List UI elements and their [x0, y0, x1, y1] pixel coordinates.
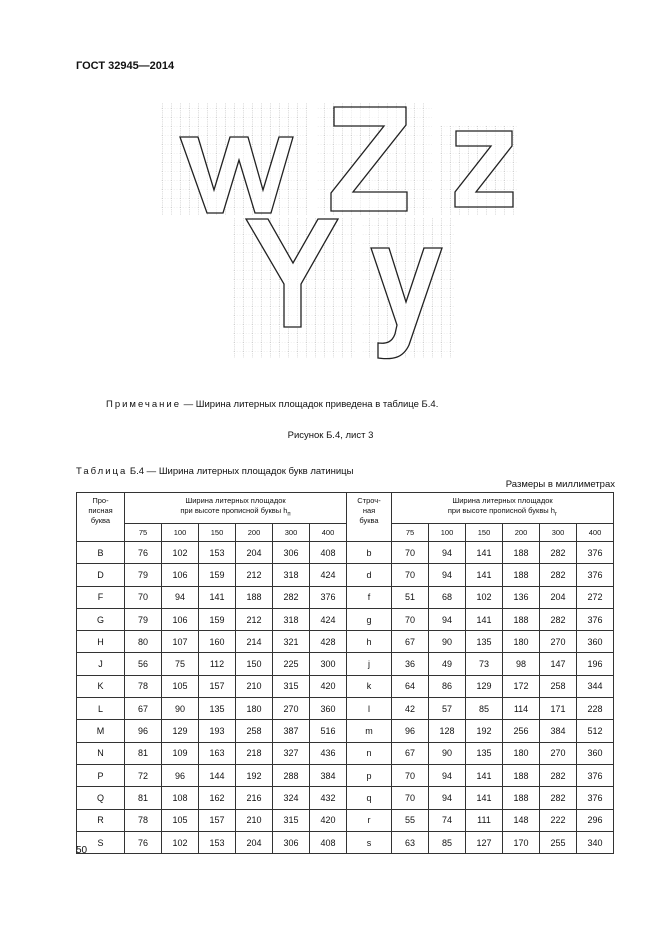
value-cell: 129: [162, 720, 199, 742]
header-height: 100: [429, 524, 466, 542]
value-cell: 376: [577, 542, 614, 564]
value-cell: 428: [310, 631, 347, 653]
value-cell: 70: [392, 787, 429, 809]
value-cell: 56: [125, 653, 162, 675]
value-cell: 420: [310, 809, 347, 831]
value-cell: 218: [236, 742, 273, 764]
value-cell: 135: [466, 742, 503, 764]
value-cell: 163: [199, 742, 236, 764]
value-cell: 67: [392, 631, 429, 653]
value-cell: 85: [466, 698, 503, 720]
letter-cell: b: [347, 542, 392, 564]
header-height: 200: [503, 524, 540, 542]
value-cell: 108: [162, 787, 199, 809]
value-cell: 172: [503, 675, 540, 697]
letter-cell: G: [77, 608, 125, 630]
letter-grid-figure: [0, 0, 661, 400]
value-cell: 228: [577, 698, 614, 720]
value-cell: 188: [236, 586, 273, 608]
value-cell: 272: [577, 586, 614, 608]
header-height: 200: [236, 524, 273, 542]
value-cell: 157: [199, 675, 236, 697]
value-cell: 135: [199, 698, 236, 720]
value-cell: 42: [392, 698, 429, 720]
value-cell: 282: [540, 764, 577, 786]
value-cell: 147: [540, 653, 577, 675]
value-cell: 141: [466, 564, 503, 586]
value-cell: 141: [466, 787, 503, 809]
value-cell: 180: [503, 742, 540, 764]
value-cell: 360: [310, 698, 347, 720]
value-cell: 105: [162, 675, 199, 697]
letter-cell: p: [347, 764, 392, 786]
header-height: 150: [466, 524, 503, 542]
value-cell: 70: [392, 608, 429, 630]
value-cell: 327: [273, 742, 310, 764]
letter-cell: n: [347, 742, 392, 764]
value-cell: 258: [540, 675, 577, 697]
value-cell: 70: [392, 542, 429, 564]
value-cell: 408: [310, 542, 347, 564]
table-title-text: Б.4 — Ширина литерных площадок букв латиницы: [127, 466, 354, 477]
value-cell: 90: [429, 742, 466, 764]
value-cell: 94: [162, 586, 199, 608]
value-cell: 81: [125, 742, 162, 764]
value-cell: 96: [392, 720, 429, 742]
value-cell: 188: [503, 564, 540, 586]
value-cell: 196: [577, 653, 614, 675]
table-row: [77, 586, 614, 608]
value-cell: 94: [429, 787, 466, 809]
header-height: 400: [577, 524, 614, 542]
value-cell: 85: [429, 831, 466, 853]
letter-cell: L: [77, 698, 125, 720]
value-cell: 424: [310, 608, 347, 630]
value-cell: 376: [577, 787, 614, 809]
value-cell: 102: [162, 542, 199, 564]
value-cell: 214: [236, 631, 273, 653]
value-cell: 36: [392, 653, 429, 675]
value-cell: 212: [236, 564, 273, 586]
table-row: [77, 564, 614, 586]
value-cell: 153: [199, 831, 236, 853]
letter-cell: d: [347, 564, 392, 586]
table-row: [77, 608, 614, 630]
value-cell: 79: [125, 608, 162, 630]
letter-cell: R: [77, 809, 125, 831]
value-cell: 216: [236, 787, 273, 809]
value-cell: 171: [540, 698, 577, 720]
value-cell: 80: [125, 631, 162, 653]
table-row: [77, 764, 614, 786]
letter-cell: Q: [77, 787, 125, 809]
letter-cell: N: [77, 742, 125, 764]
table-row: [77, 631, 614, 653]
value-cell: 75: [162, 653, 199, 675]
header-height: 300: [273, 524, 310, 542]
value-cell: 282: [540, 542, 577, 564]
value-cell: 376: [577, 608, 614, 630]
value-cell: 127: [466, 831, 503, 853]
value-cell: 74: [429, 809, 466, 831]
value-cell: 159: [199, 608, 236, 630]
value-cell: 204: [540, 586, 577, 608]
value-cell: 318: [273, 608, 310, 630]
letter-cell: m: [347, 720, 392, 742]
table-units: Размеры в миллиметрах: [505, 479, 615, 490]
table-row: [77, 831, 614, 853]
table-title: [76, 466, 353, 477]
letter-cell: B: [77, 542, 125, 564]
value-cell: 94: [429, 764, 466, 786]
header-height: 100: [162, 524, 199, 542]
value-cell: 225: [273, 653, 310, 675]
value-cell: 204: [236, 831, 273, 853]
value-cell: 73: [466, 653, 503, 675]
value-cell: 70: [125, 586, 162, 608]
header-height: 75: [125, 524, 162, 542]
value-cell: 141: [466, 542, 503, 564]
value-cell: 188: [503, 542, 540, 564]
value-cell: 79: [125, 564, 162, 586]
value-cell: 49: [429, 653, 466, 675]
table-row: [77, 742, 614, 764]
value-cell: 222: [540, 809, 577, 831]
value-cell: 112: [199, 653, 236, 675]
letter-cell: S: [77, 831, 125, 853]
value-cell: 384: [310, 764, 347, 786]
value-cell: 210: [236, 675, 273, 697]
document-code: ГОСТ 32945—2014: [76, 60, 175, 72]
value-cell: 78: [125, 809, 162, 831]
value-cell: 192: [466, 720, 503, 742]
value-cell: 180: [236, 698, 273, 720]
letter-cell: k: [347, 675, 392, 697]
value-cell: 170: [503, 831, 540, 853]
value-cell: 157: [199, 809, 236, 831]
value-cell: 159: [199, 564, 236, 586]
value-cell: 90: [162, 698, 199, 720]
value-cell: 296: [577, 809, 614, 831]
value-cell: 114: [503, 698, 540, 720]
table-row: [77, 653, 614, 675]
value-cell: 376: [577, 764, 614, 786]
value-cell: 188: [503, 608, 540, 630]
header-width-lower: Ширина литерных площадок при высоте прописной буквы $h_г$: [392, 493, 614, 524]
value-cell: 387: [273, 720, 310, 742]
letter-cell: F: [77, 586, 125, 608]
header-lower-letter: Строч- ная буква: [347, 493, 392, 542]
value-cell: 270: [540, 742, 577, 764]
value-cell: 111: [466, 809, 503, 831]
value-cell: 107: [162, 631, 199, 653]
value-cell: 141: [199, 586, 236, 608]
value-cell: 516: [310, 720, 347, 742]
value-cell: 141: [466, 764, 503, 786]
value-cell: 64: [392, 675, 429, 697]
value-cell: 68: [429, 586, 466, 608]
table-row: [77, 809, 614, 831]
value-cell: 255: [540, 831, 577, 853]
value-cell: 51: [392, 586, 429, 608]
value-cell: 210: [236, 809, 273, 831]
value-cell: 102: [466, 586, 503, 608]
value-cell: 300: [310, 653, 347, 675]
value-cell: 188: [503, 764, 540, 786]
value-cell: 96: [162, 764, 199, 786]
value-cell: 270: [273, 698, 310, 720]
value-cell: 315: [273, 675, 310, 697]
page-number: 50: [76, 845, 88, 856]
value-cell: 376: [577, 564, 614, 586]
value-cell: 188: [503, 787, 540, 809]
table-row: [77, 698, 614, 720]
table-row: [77, 542, 614, 564]
table-body: [77, 542, 614, 854]
value-cell: 141: [466, 608, 503, 630]
value-cell: 96: [125, 720, 162, 742]
letter-width-table: [76, 492, 614, 854]
value-cell: 193: [199, 720, 236, 742]
value-cell: 424: [310, 564, 347, 586]
figure-caption: Рисунок Б.4, лист 3: [287, 430, 374, 441]
value-cell: 150: [236, 653, 273, 675]
header-heights-row: [77, 524, 614, 542]
letter-cell: j: [347, 653, 392, 675]
note-label: Примечание: [106, 399, 181, 410]
value-cell: 408: [310, 831, 347, 853]
letter-cell: h: [347, 631, 392, 653]
value-cell: 512: [577, 720, 614, 742]
value-cell: 70: [392, 764, 429, 786]
value-cell: 204: [236, 542, 273, 564]
value-cell: 67: [392, 742, 429, 764]
value-cell: 282: [540, 787, 577, 809]
table-row: [77, 787, 614, 809]
value-cell: 344: [577, 675, 614, 697]
value-cell: 70: [392, 564, 429, 586]
value-cell: 318: [273, 564, 310, 586]
value-cell: 324: [273, 787, 310, 809]
value-cell: 436: [310, 742, 347, 764]
header-height: 300: [540, 524, 577, 542]
value-cell: 180: [503, 631, 540, 653]
value-cell: 306: [273, 542, 310, 564]
table-row: [77, 675, 614, 697]
letter-cell: H: [77, 631, 125, 653]
value-cell: 55: [392, 809, 429, 831]
value-cell: 63: [392, 831, 429, 853]
letter-cell: f: [347, 586, 392, 608]
value-cell: 90: [429, 631, 466, 653]
value-cell: 270: [540, 631, 577, 653]
value-cell: 360: [577, 742, 614, 764]
value-cell: 86: [429, 675, 466, 697]
value-cell: 81: [125, 787, 162, 809]
header-width-upper: Ширина литерных площадок при высоте прописной буквы $h_п$: [125, 493, 347, 524]
value-cell: 288: [273, 764, 310, 786]
value-cell: 282: [540, 608, 577, 630]
value-cell: 420: [310, 675, 347, 697]
value-cell: 76: [125, 542, 162, 564]
value-cell: 148: [503, 809, 540, 831]
table-row: [77, 720, 614, 742]
value-cell: 136: [503, 586, 540, 608]
value-cell: 76: [125, 831, 162, 853]
letter-cell: l: [347, 698, 392, 720]
value-cell: 153: [199, 542, 236, 564]
header-height: 400: [310, 524, 347, 542]
value-cell: 282: [540, 564, 577, 586]
letter-cell: s: [347, 831, 392, 853]
header-height: 150: [199, 524, 236, 542]
value-cell: 376: [310, 586, 347, 608]
value-cell: 106: [162, 564, 199, 586]
letter-cell: J: [77, 653, 125, 675]
letter-cell: q: [347, 787, 392, 809]
value-cell: 94: [429, 542, 466, 564]
value-cell: 321: [273, 631, 310, 653]
value-cell: 102: [162, 831, 199, 853]
value-cell: 72: [125, 764, 162, 786]
value-cell: 212: [236, 608, 273, 630]
value-cell: 160: [199, 631, 236, 653]
value-cell: 98: [503, 653, 540, 675]
value-cell: 67: [125, 698, 162, 720]
value-cell: 129: [466, 675, 503, 697]
letter-cell: D: [77, 564, 125, 586]
value-cell: 192: [236, 764, 273, 786]
value-cell: 106: [162, 608, 199, 630]
value-cell: 315: [273, 809, 310, 831]
value-cell: 162: [199, 787, 236, 809]
value-cell: 128: [429, 720, 466, 742]
value-cell: 340: [577, 831, 614, 853]
value-cell: 144: [199, 764, 236, 786]
header-upper-letter: Про- писная буква: [77, 493, 125, 542]
figure-note: [106, 399, 438, 410]
value-cell: 135: [466, 631, 503, 653]
value-cell: 109: [162, 742, 199, 764]
value-cell: 384: [540, 720, 577, 742]
value-cell: 282: [273, 586, 310, 608]
value-cell: 78: [125, 675, 162, 697]
value-cell: 432: [310, 787, 347, 809]
letter-cell: g: [347, 608, 392, 630]
letter-cell: r: [347, 809, 392, 831]
letter-cell: M: [77, 720, 125, 742]
value-cell: 360: [577, 631, 614, 653]
letter-cell: K: [77, 675, 125, 697]
value-cell: 256: [503, 720, 540, 742]
value-cell: 94: [429, 564, 466, 586]
table-label: Таблица: [76, 466, 128, 477]
value-cell: 105: [162, 809, 199, 831]
header-height: 75: [392, 524, 429, 542]
value-cell: 306: [273, 831, 310, 853]
value-cell: 94: [429, 608, 466, 630]
value-cell: 258: [236, 720, 273, 742]
value-cell: 57: [429, 698, 466, 720]
letter-cell: P: [77, 764, 125, 786]
note-text: — Ширина литерных площадок приведена в таблице Б.4.: [181, 399, 439, 410]
